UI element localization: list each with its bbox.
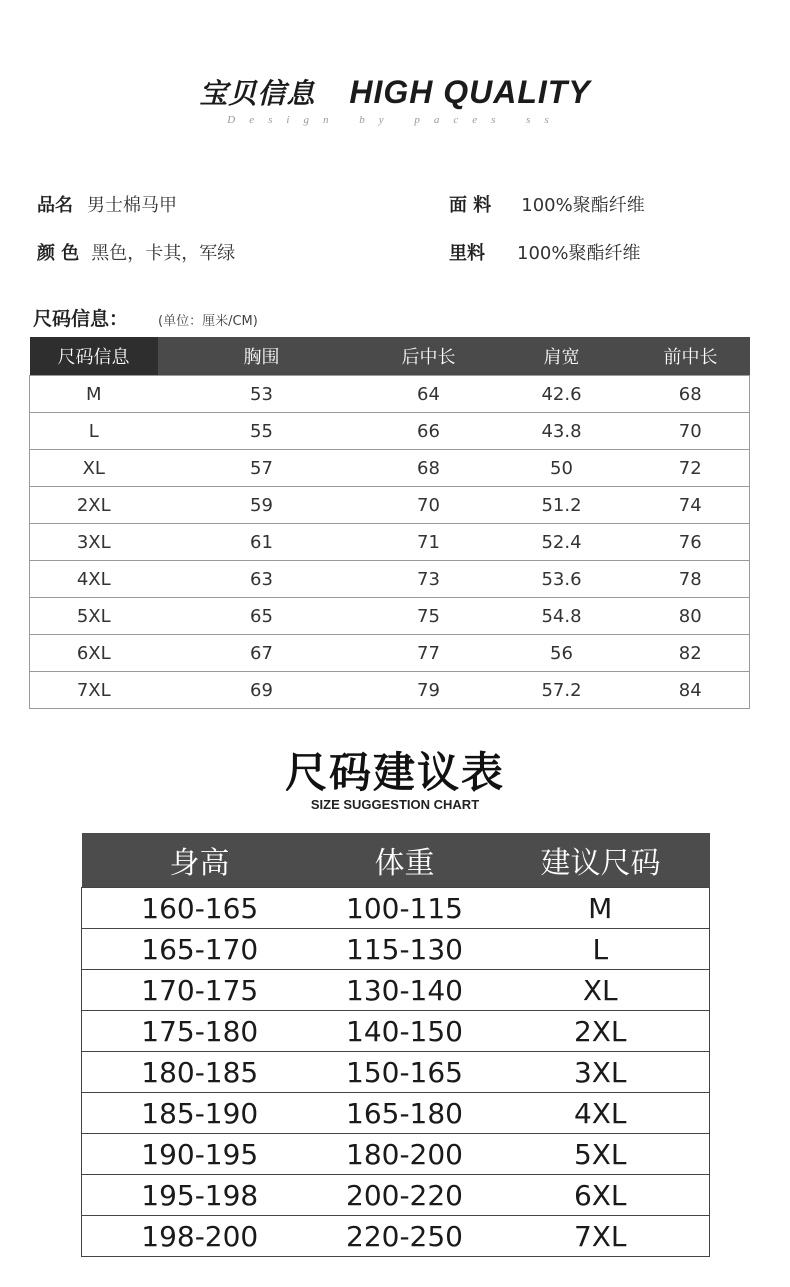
size-table-cell: 59	[158, 487, 366, 524]
size-table-body	[30, 376, 750, 709]
suggestion-table-row	[82, 1175, 710, 1216]
size-header-cell: 胸围	[158, 337, 366, 376]
suggestion-table-header	[82, 833, 710, 888]
suggestion-table-row	[82, 1093, 710, 1134]
size-header-cell: 前中长	[632, 337, 750, 376]
size-table-cell: 69	[158, 672, 366, 709]
suggestion-table-row	[82, 1216, 710, 1257]
size-header-cell: 后中长	[366, 337, 492, 376]
size-section-label: 尺码信息：	[33, 308, 129, 330]
suggestion-table-cell: 7XL	[492, 1216, 710, 1257]
size-table-cell: 71	[366, 524, 492, 561]
suggestion-table-cell: 198-200	[82, 1216, 318, 1257]
suggestion-table-cell: 195-198	[82, 1175, 318, 1216]
suggestion-table-row	[82, 1052, 710, 1093]
size-table-cell: 82	[632, 635, 750, 672]
suggestion-table-row	[82, 888, 710, 929]
size-table-cell: 4XL	[30, 561, 158, 598]
size-table-cell: 3XL	[30, 524, 158, 561]
size-table-cell: 70	[366, 487, 492, 524]
size-header-cell: 尺码信息	[30, 337, 158, 376]
suggestion-table-cell: 115-130	[318, 929, 492, 970]
size-table-cell: 53	[158, 376, 366, 413]
size-table-cell: 57	[158, 450, 366, 487]
suggestion-table-cell: 150-165	[318, 1052, 492, 1093]
size-table-cell: 80	[632, 598, 750, 635]
name-value: 男士棉马甲	[87, 195, 177, 216]
size-table-cell: 56	[492, 635, 632, 672]
suggestion-table-cell: 4XL	[492, 1093, 710, 1134]
size-table-cell: 64	[366, 376, 492, 413]
size-section-unit: (单位：厘米/CM)	[158, 314, 258, 329]
color-value: 黑色，卡其，军绿	[91, 243, 236, 264]
size-table-cell: 74	[632, 487, 750, 524]
suggestion-table-row	[82, 970, 710, 1011]
size-table-cell: 73	[366, 561, 492, 598]
suggestion-table-row	[82, 929, 710, 970]
size-table-row	[30, 524, 750, 561]
lining-value: 100%聚酯纤维	[517, 243, 641, 264]
size-table	[29, 337, 750, 709]
size-table-cell: 5XL	[30, 598, 158, 635]
suggestion-table-cell: 185-190	[82, 1093, 318, 1134]
name-label: 品名	[37, 195, 73, 216]
size-header-cell: 肩宽	[492, 337, 632, 376]
suggestion-table-body	[82, 888, 710, 1257]
info-lining	[449, 239, 640, 265]
size-table-cell: 55	[158, 413, 366, 450]
fabric-value: 100%聚酯纤维	[521, 195, 645, 216]
fabric-label: 面 料	[449, 195, 492, 216]
suggestion-table-cell: 3XL	[492, 1052, 710, 1093]
size-table-row	[30, 487, 750, 524]
title-en: HIGH QUALITY	[349, 74, 591, 110]
size-table-cell: 78	[632, 561, 750, 598]
size-table-cell: 75	[366, 598, 492, 635]
suggestion-table-row	[82, 1134, 710, 1175]
size-table-header	[30, 337, 750, 376]
size-table-row	[30, 598, 750, 635]
size-table-cell: 65	[158, 598, 366, 635]
suggestion-table-cell: 200-220	[318, 1175, 492, 1216]
size-table-cell: 7XL	[30, 672, 158, 709]
title-cn: 宝贝信息	[199, 77, 316, 110]
size-table-cell: 76	[632, 524, 750, 561]
size-table-cell: 68	[366, 450, 492, 487]
suggestion-table-cell: XL	[492, 970, 710, 1011]
suggestion-table-cell: 2XL	[492, 1011, 710, 1052]
size-table-cell: 54.8	[492, 598, 632, 635]
size-table-row	[30, 450, 750, 487]
size-table-cell: XL	[30, 450, 158, 487]
suggestion-table-cell: 180-185	[82, 1052, 318, 1093]
suggestion-table-cell: 170-175	[82, 970, 318, 1011]
size-table-row	[30, 672, 750, 709]
size-table-cell: M	[30, 376, 158, 413]
suggestion-table-cell: 190-195	[82, 1134, 318, 1175]
suggestion-table-cell: 175-180	[82, 1011, 318, 1052]
size-table-cell: 63	[158, 561, 366, 598]
size-table-row	[30, 561, 750, 598]
suggestion-title: 尺码建议表	[284, 748, 505, 797]
suggestion-table-cell: M	[492, 888, 710, 929]
page-header	[0, 72, 790, 126]
suggestion-subtitle: SIZE SUGGESTION CHART	[310, 797, 480, 812]
size-table-cell: 43.8	[492, 413, 632, 450]
size-table-cell: 84	[632, 672, 750, 709]
size-table-cell: L	[30, 413, 158, 450]
suggestion-table-cell: 165-180	[318, 1093, 492, 1134]
info-name	[37, 191, 177, 217]
size-table-cell: 6XL	[30, 635, 158, 672]
color-label: 颜 色	[37, 243, 80, 264]
info-color	[37, 239, 235, 265]
subtitle: Design by paces ss	[227, 114, 563, 126]
size-table-cell: 79	[366, 672, 492, 709]
suggestion-table-cell: 160-165	[82, 888, 318, 929]
size-table-row	[30, 376, 750, 413]
suggestion-header-cell: 身高	[82, 833, 318, 888]
suggestion-header-cell: 建议尺码	[492, 833, 710, 888]
size-table-cell: 57.2	[492, 672, 632, 709]
size-table-cell: 2XL	[30, 487, 158, 524]
suggestion-table	[81, 833, 710, 1257]
size-table-cell: 51.2	[492, 487, 632, 524]
lining-label: 里料	[449, 243, 485, 264]
suggestion-table-cell: 180-200	[318, 1134, 492, 1175]
suggestion-table-cell: 6XL	[492, 1175, 710, 1216]
suggestion-header-cell: 体重	[318, 833, 492, 888]
size-table-cell: 52.4	[492, 524, 632, 561]
suggestion-table-cell: 100-115	[318, 888, 492, 929]
size-table-row	[30, 635, 750, 672]
size-table-cell: 70	[632, 413, 750, 450]
size-table-cell: 68	[632, 376, 750, 413]
size-table-cell: 50	[492, 450, 632, 487]
size-table-cell: 42.6	[492, 376, 632, 413]
size-table-row	[30, 413, 750, 450]
suggestion-table-cell: L	[492, 929, 710, 970]
size-table-cell: 53.6	[492, 561, 632, 598]
size-table-cell: 67	[158, 635, 366, 672]
size-table-cell: 77	[366, 635, 492, 672]
suggestion-table-row	[82, 1011, 710, 1052]
suggestion-table-cell: 220-250	[318, 1216, 492, 1257]
suggestion-table-cell: 165-170	[82, 929, 318, 970]
title-row	[0, 72, 790, 112]
info-fabric	[449, 191, 645, 217]
size-table-cell: 66	[366, 413, 492, 450]
suggestion-table-cell: 130-140	[318, 970, 492, 1011]
size-table-cell: 72	[632, 450, 750, 487]
size-table-cell: 61	[158, 524, 366, 561]
suggestion-table-cell: 5XL	[492, 1134, 710, 1175]
suggestion-table-cell: 140-150	[318, 1011, 492, 1052]
